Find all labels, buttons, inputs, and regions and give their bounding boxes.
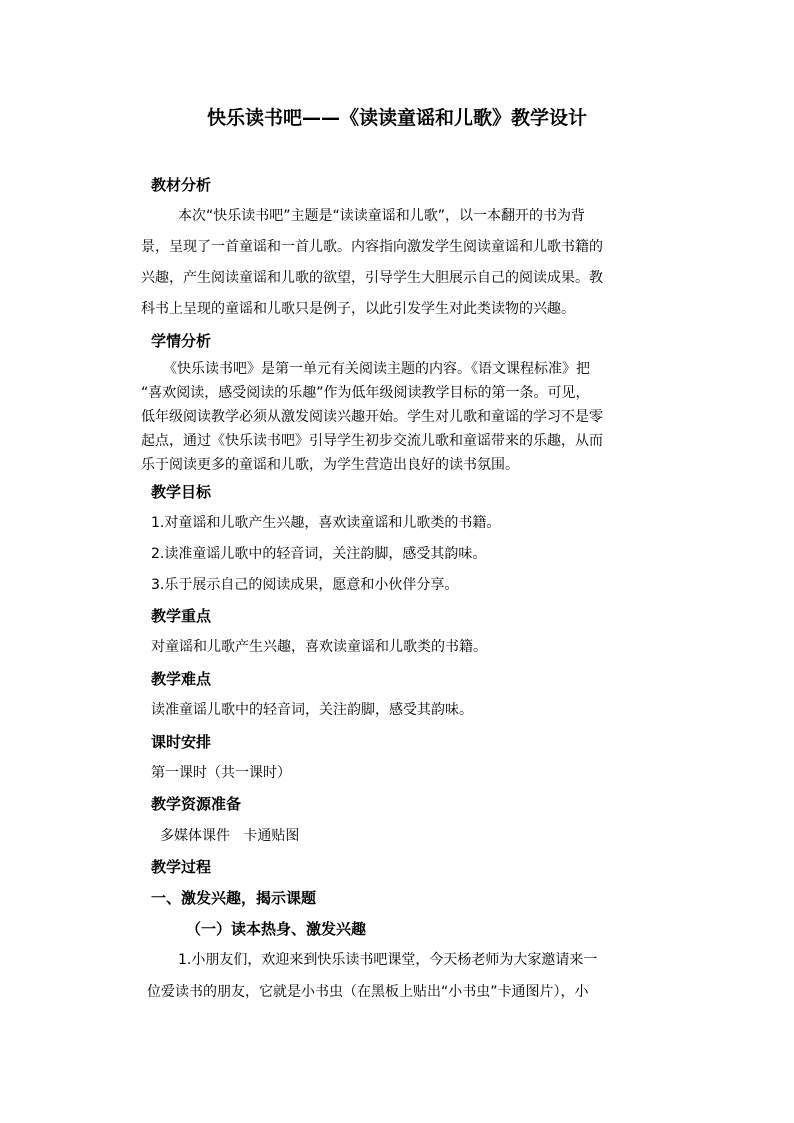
heading-material-analysis: 教材分析 bbox=[151, 176, 212, 194]
learners-line-2: “喜欢阅读，感受阅读的乐趣”作为低年级阅读教学目标的第一条。可见， bbox=[141, 385, 590, 401]
learners-line-5: 乐于阅读更多的童谣和儿歌，为学生营造出良好的读书氛围。 bbox=[141, 457, 519, 473]
process-line-2: 位爱读书的朋友，它就是小书虫（在黑板上贴出“小书虫”卡通图片），小 bbox=[147, 984, 589, 1000]
heading-teaching-difficulty: 教学难点 bbox=[151, 670, 212, 688]
heading-teaching-resources: 教学资源准备 bbox=[151, 795, 242, 813]
document-title: 快乐读书吧——《读读童谣和儿歌》教学设计 bbox=[206, 107, 587, 129]
goal-item-3: 3.乐于展示自己的阅读成果，愿意和小伙伴分享。 bbox=[151, 577, 459, 593]
material-line-2: 景，呈现了一首童谣和一首儿歌。内容指向激发学生阅读童谣和儿歌书籍的 bbox=[141, 239, 603, 255]
material-line-3: 兴趣，产生阅读童谣和儿歌的欲望，引导学生大胆展示自己的阅读成果。教 bbox=[141, 270, 603, 286]
material-line-4: 科书上呈现的童谣和儿歌只是例子，以此引发学生对此类读物的兴趣。 bbox=[141, 301, 575, 317]
class-schedule-text: 第一课时（共一课时） bbox=[151, 765, 291, 781]
teaching-resources-text: 多媒体课件 卡通贴图 bbox=[160, 828, 300, 844]
teaching-focus-text: 对童谣和儿歌产生兴趣，喜欢读童谣和儿歌类的书籍。 bbox=[151, 639, 487, 655]
goal-item-2: 2.读准童谣儿歌中的轻音词，关注韵脚，感受其韵味。 bbox=[151, 546, 487, 562]
learners-line-3: 低年级阅读教学必须从激发阅读兴趣开始。学生对儿歌和童谣的学习不是零 bbox=[141, 409, 603, 425]
heading-class-schedule: 课时安排 bbox=[151, 733, 212, 751]
process-part-1-title: 一、激发兴趣，揭示课题 bbox=[151, 889, 317, 907]
heading-teaching-focus: 教学重点 bbox=[151, 607, 212, 625]
heading-teaching-goals: 教学目标 bbox=[151, 483, 212, 501]
heading-teaching-process: 教学过程 bbox=[151, 858, 212, 876]
heading-learner-analysis: 学情分析 bbox=[151, 332, 212, 350]
process-line-1: 1.小朋友们，欢迎来到快乐读书吧课堂，今天杨老师为大家邀请来一 bbox=[178, 952, 598, 968]
material-line-1: 本次“快乐读书吧”主题是“读读童谣和儿歌”，以一本翻开的书为背 bbox=[178, 208, 586, 224]
process-subsection-1-title: （一）读本热身、激发兴趣 bbox=[186, 920, 367, 938]
learners-line-4: 起点，通过《快乐读书吧》引导学生初步交流儿歌和童谣带来的乐趣，从而 bbox=[141, 433, 603, 449]
goal-item-1: 1.对童谣和儿歌产生兴趣，喜欢读童谣和儿歌类的书籍。 bbox=[151, 515, 501, 531]
learners-line-1: 《快乐读书吧》是第一单元有关阅读主题的内容。《语文课程标准》把 bbox=[163, 361, 590, 377]
teaching-difficulty-text: 读准童谣儿歌中的轻音词，关注韵脚，感受其韵味。 bbox=[151, 702, 473, 718]
